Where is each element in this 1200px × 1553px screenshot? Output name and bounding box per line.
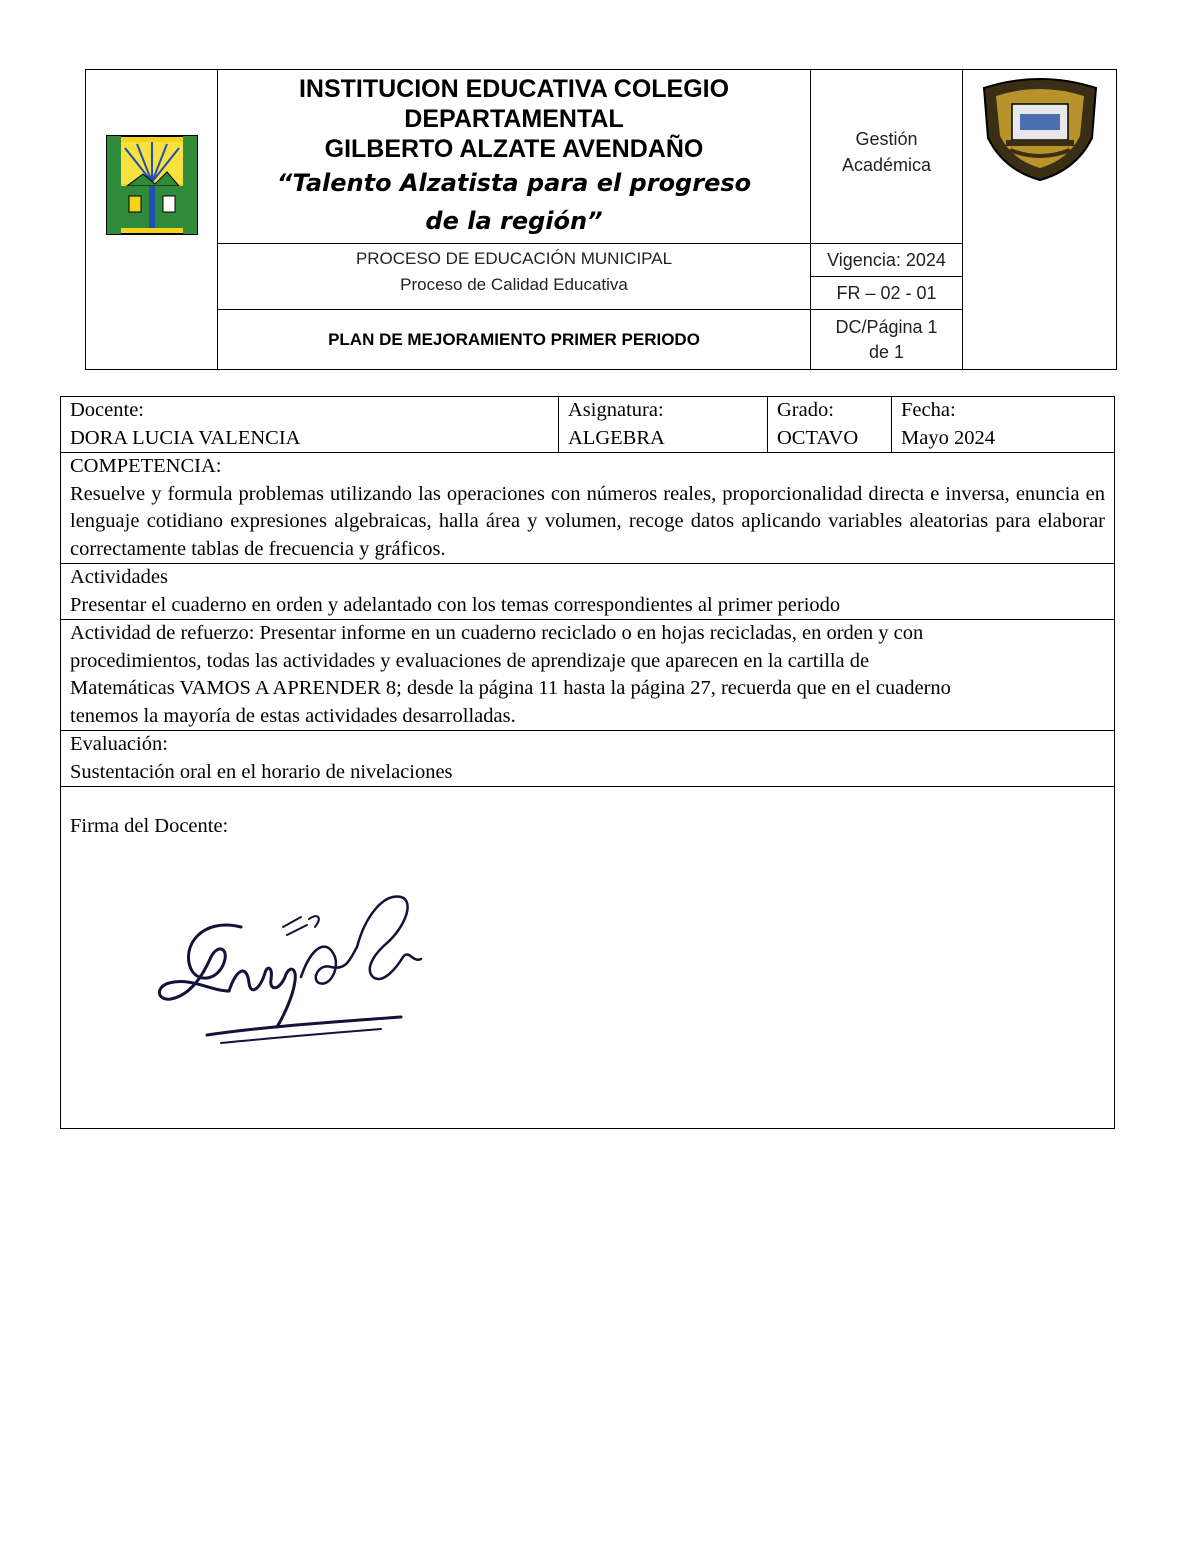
improvement-plan-table (60, 396, 1115, 1129)
grade-label: Grado: (777, 399, 834, 421)
institution-name-line1: INSTITUCION EDUCATIVA COLEGIO (298, 74, 730, 103)
actividades-cell (61, 564, 1115, 620)
date-cell (892, 397, 1115, 453)
evaluacion-cell (61, 731, 1115, 787)
document-code-cell: FR – 02 - 01 (811, 277, 963, 310)
handwritten-signature-icon (151, 887, 431, 1057)
teacher-value: DORA LUCIA VALENCIA (70, 426, 301, 449)
competencia-text: Resuelve y formula problemas utilizando las operaciones con números reales, proporcionalidad directa e inversa, enuncia en lenguaje cotidiano expresiones algebraicas, halla área y volumen, recoge datos aplicando variables aleatorias para elaborar correctamente tablas de frecuencia y gráficos. (70, 482, 1105, 560)
page-number-cell (811, 310, 963, 370)
refuerzo-line3: Matemáticas VAMOS A APRENDER 8; desde la página 11 hasta la página 27, recuerda que en el cuaderno (70, 677, 951, 699)
plan-title-cell: PLAN DE MEJORAMIENTO PRIMER PERIODO (218, 310, 811, 370)
institution-name-line3: GILBERTO ALZATE AVENDAÑO (324, 134, 704, 163)
municipal-shield-icon (103, 134, 201, 236)
area-cell (811, 70, 963, 244)
left-logo-cell (86, 70, 218, 370)
refuerzo-line1: Actividad de refuerzo: Presentar informe en un cuaderno reciclado o en hojas recicladas, en orden y con (70, 622, 924, 644)
institution-title-cell (218, 70, 811, 244)
evaluacion-label: Evaluación: (70, 733, 168, 755)
refuerzo-line2: procedimientos, todas las actividades y evaluaciones de aprendizaje que aparecen en la cartilla de (70, 649, 870, 672)
area-line1: Gestión (855, 129, 918, 149)
grade-value: OCTAVO (777, 426, 859, 449)
grade-cell (768, 397, 892, 453)
area-line2: Académica (841, 155, 932, 175)
page-number-line1: DC/Página 1 (835, 316, 938, 337)
actividades-label: Actividades (70, 566, 168, 588)
page-number-line2: de 1 (868, 341, 905, 362)
process-line2: Proceso de Calidad Educativa (400, 275, 628, 294)
date-value: Mayo 2024 (901, 426, 995, 449)
teacher-label: Docente: (70, 399, 144, 421)
process-cell (218, 244, 811, 310)
school-emblem-icon (976, 74, 1104, 182)
competencia-label: COMPETENCIA: (70, 455, 222, 477)
validity-cell: Vigencia: 2024 (811, 244, 963, 277)
actividades-text: Presentar el cuaderno en orden y adelantado con los temas correspondientes al primer periodo (70, 593, 841, 616)
subject-cell (559, 397, 768, 453)
right-emblem-cell (963, 70, 1117, 370)
date-label: Fecha: (901, 399, 956, 421)
document-header (85, 69, 1117, 370)
competencia-cell (61, 453, 1115, 564)
teacher-cell (61, 397, 559, 453)
institution-name-line2: DEPARTAMENTAL (404, 104, 624, 133)
institution-motto-line2: de la región” (425, 206, 603, 235)
institution-motto-line1: “Talento Alzatista para el progreso (276, 168, 752, 197)
evaluacion-text: Sustentación oral en el horario de nivelaciones (70, 760, 453, 783)
process-line1: PROCESO DE EDUCACIÓN MUNICIPAL (355, 249, 673, 268)
subject-label: Asignatura: (568, 399, 664, 421)
refuerzo-cell (61, 620, 1115, 731)
subject-value: ALGEBRA (568, 426, 665, 449)
refuerzo-line4: tenemos la mayoría de estas actividades desarrolladas. (70, 704, 516, 727)
signature-label: Firma del Docente: (70, 815, 229, 837)
signature-cell (61, 787, 1115, 1129)
